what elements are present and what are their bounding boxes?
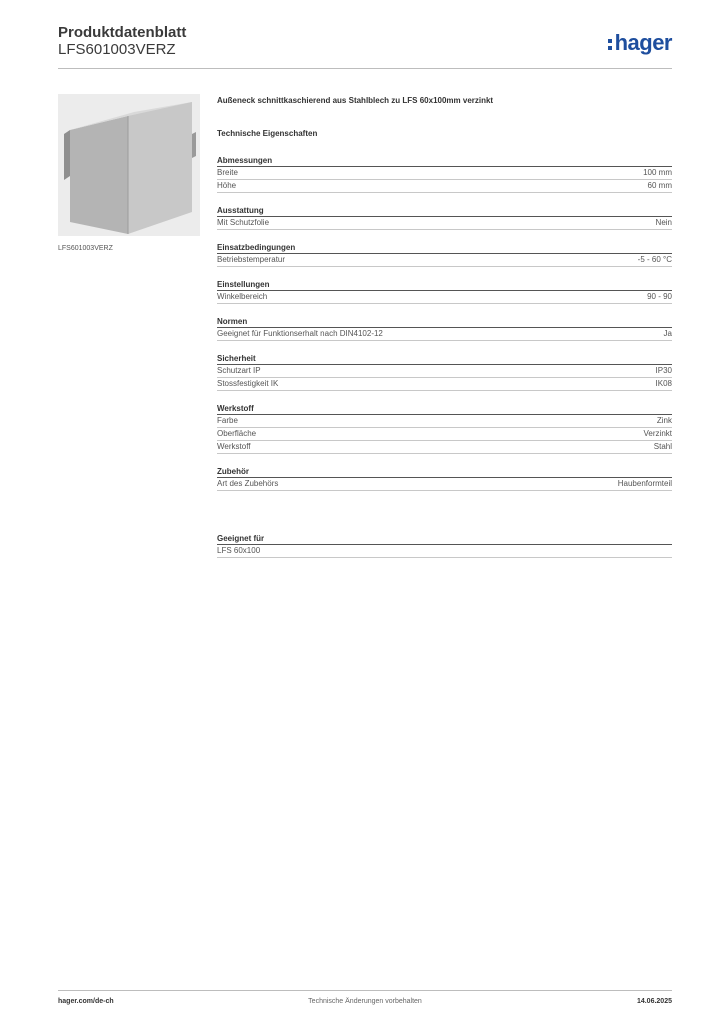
spec-value: Zink (656, 416, 672, 425)
suitable-item (217, 545, 672, 558)
spec-label: Werkstoff (217, 442, 251, 451)
product-specs (217, 96, 672, 558)
spec-section (217, 316, 672, 341)
spec-row (217, 441, 672, 454)
section-title: Zubehör (217, 466, 672, 478)
spec-value: Nein (655, 218, 672, 227)
spec-row (217, 217, 672, 230)
spec-label: Betriebstemperatur (217, 255, 286, 264)
section-title: Einstellungen (217, 279, 672, 291)
suitable-item-label: LFS 60x100 (217, 546, 261, 555)
spec-value: Verzinkt (643, 429, 672, 438)
section-title: Normen (217, 316, 672, 328)
product-image (58, 94, 200, 236)
spec-section (217, 279, 672, 304)
article-number: LFS601003VERZ (58, 41, 176, 58)
spec-value: Stahl (653, 442, 672, 451)
spec-section (217, 403, 672, 454)
suitable-for-section (217, 533, 672, 558)
spec-label: Winkelbereich (217, 292, 268, 301)
footer-website[interactable]: hager.com/de-ch (58, 998, 114, 1005)
section-title: Geeignet für (217, 533, 672, 545)
spec-value: 100 mm (643, 168, 672, 177)
spec-sections (217, 155, 672, 491)
spec-row (217, 378, 672, 391)
hager-logo (608, 30, 672, 56)
spec-label: Art des Zubehörs (217, 479, 279, 488)
spec-label: Oberfläche (217, 429, 257, 438)
spec-row (217, 415, 672, 428)
image-caption: LFS601003VERZ (58, 245, 113, 252)
spec-section (217, 242, 672, 267)
footer-divider (58, 990, 672, 991)
section-title: Sicherheit (217, 353, 672, 365)
page-title: Produktdatenblatt (58, 24, 187, 41)
spec-row (217, 254, 672, 267)
spec-label: Breite (217, 168, 238, 177)
spec-value: IK08 (655, 379, 672, 388)
spec-label: Mit Schutzfolie (217, 218, 270, 227)
spec-row (217, 328, 672, 341)
page-footer (58, 998, 672, 1010)
spec-section (217, 466, 672, 491)
section-title: Einsatzbedingungen (217, 242, 672, 254)
header-divider (58, 68, 672, 69)
logo-dots-icon (608, 37, 613, 51)
spec-label: Schutzart IP (217, 366, 261, 375)
spec-section (217, 205, 672, 230)
spec-label: Stossfestigkeit IK (217, 379, 279, 388)
spec-value: IP30 (655, 366, 672, 375)
footer-notice: Technische Änderungen vorbehalten (308, 998, 422, 1005)
spec-section (217, 353, 672, 391)
spec-value: 90 - 90 (647, 292, 672, 301)
spec-row (217, 478, 672, 491)
spec-row (217, 291, 672, 304)
footer-date: 14.06.2025 (636, 998, 672, 1005)
section-title: Abmessungen (217, 155, 672, 167)
section-title: Ausstattung (217, 205, 672, 217)
spec-row (217, 365, 672, 378)
section-title: Werkstoff (217, 403, 672, 415)
spec-row (217, 180, 672, 193)
spec-label: Höhe (217, 181, 237, 190)
logo-text: hager (614, 30, 672, 55)
spec-section (217, 155, 672, 193)
spec-row (217, 428, 672, 441)
spec-label: Farbe (217, 416, 238, 425)
spec-value: Ja (663, 329, 672, 338)
outer-corner-product-icon (58, 94, 200, 236)
spec-row (217, 167, 672, 180)
spec-value: 60 mm (647, 181, 672, 190)
technical-properties-title: Technische Eigenschaften (217, 129, 318, 138)
spec-value: -5 - 60 °C (637, 255, 672, 264)
page-header (58, 24, 672, 70)
spec-label: Geeignet für Funktionserhalt nach DIN4102-12 (217, 329, 383, 338)
product-description: Außeneck schnittkaschierend aus Stahlblech zu LFS 60x100mm verzinkt (217, 96, 494, 105)
spec-value: Haubenformteil (617, 479, 672, 488)
